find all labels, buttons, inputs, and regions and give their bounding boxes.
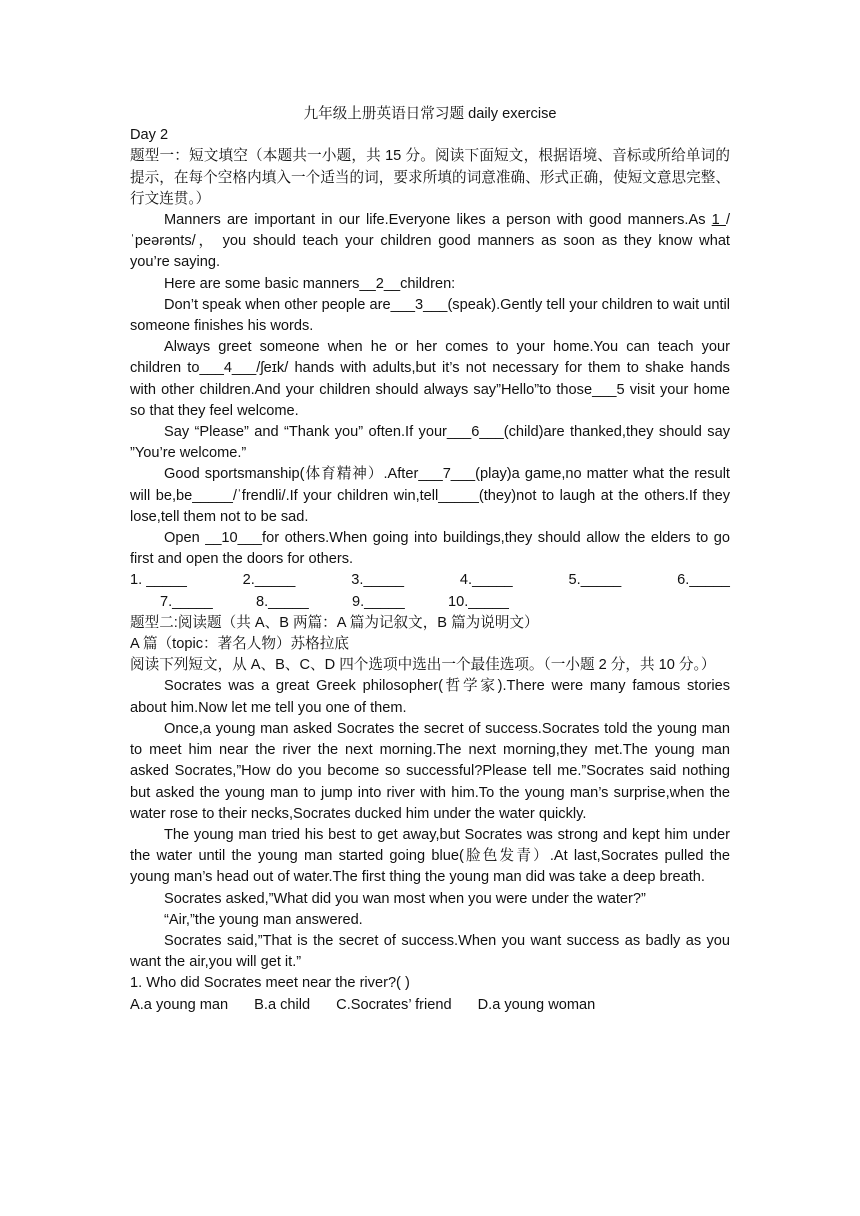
answer-blank[interactable]: 6._____: [677, 572, 730, 589]
text: Here are some basic manners: [164, 275, 360, 292]
option-b[interactable]: B.a child: [254, 996, 311, 1013]
text: visit your home so that they feel welcome.: [130, 381, 730, 419]
section2-subheading: A 篇（topic：著名人物）苏格拉底: [130, 636, 349, 653]
day-label: Day 2: [130, 127, 169, 144]
text: (play)a game,no matter what the result will be,be_____/ˈfrendli/.If your children win,tell_____(they)not to laugh at the others.If they lose,tell them not to be sad.: [130, 466, 730, 525]
answer-row-1: [130, 570, 730, 591]
paragraph-6: [130, 464, 730, 528]
text: Always greet someone when he or her comes to your home.You can teach your children to: [130, 339, 730, 377]
reading-paragraph: Once,a young man asked Socrates the secret of success.Socrates told the young man to meet him near the river the next morning.The next morning,they met.The young man asked Socrates,”How do you become so successful?Please tell me.”Socrates said nothing but asked the young man to jump into river with him.To the young man’s surprise,when the water rose to their necks,Socrates ducked him under the water quickly.: [130, 720, 730, 822]
reading-paragraph: Socrates asked,”What did you wan most when you were under the water?”: [164, 890, 646, 907]
paragraph-4: [130, 337, 730, 422]
answer-blank[interactable]: 8._____: [256, 593, 309, 610]
reading-paragraph: Socrates was a great Greek philosopher(哲学家).There were many famous stories about him.Now let me tell you one of them.: [130, 678, 730, 716]
text: children:: [400, 275, 456, 292]
answer-row-2: [130, 592, 730, 613]
blank-10: __10___: [205, 530, 263, 547]
answer-blank[interactable]: 2._____: [242, 572, 296, 589]
question-1: 1. Who did Socrates meet near the river?( ): [130, 975, 410, 992]
text: /ˈpeərənts/， you should teach your children good manners as soon as they know what you’re saying.: [130, 212, 731, 271]
question-1-options: [130, 995, 730, 1016]
text: for others.When going into buildings,they should allow the elders to go first and open the doors for others.: [130, 530, 730, 568]
option-d[interactable]: D.a young woman: [477, 996, 596, 1013]
text: Good sportsmanship(体育精神）.After: [164, 466, 419, 483]
answer-blank[interactable]: 4._____: [459, 572, 513, 589]
blank-4: ___4___: [199, 360, 257, 377]
document-page: [130, 104, 730, 1016]
paragraph-7: [130, 528, 730, 570]
blank-6: ___6___: [446, 424, 504, 441]
reading-paragraph: Socrates said,”That is the secret of success.When you want success as badly as you want the air,you will get it.”: [130, 932, 730, 971]
reading-paragraph: The young man tried his best to get away,but Socrates was strong and kept him under the water until the young man started going blue(脸色发青）.At last,Socrates pulled the young man’s head out of water.The first thing the young man did was take a deep breath.: [130, 826, 730, 886]
answer-blank[interactable]: 1. _____: [130, 572, 187, 589]
text: (speak).Gently tell your children to wait until someone finishes his words.: [130, 296, 730, 335]
text: Say “Please” and “Thank you” often.If your: [164, 424, 447, 441]
section2-heading: 题型二:阅读题（共 A、B 两篇：A 篇为记叙文，B 篇为说明文）: [130, 614, 539, 631]
blank-1: 1: [711, 212, 726, 229]
blank-3: ___3___: [390, 296, 448, 313]
answer-blank[interactable]: 5._____: [568, 572, 622, 589]
reading-paragraph: “Air,”the young man answered.: [164, 911, 363, 928]
blank-7: ___7___: [418, 466, 476, 483]
answer-blank[interactable]: 7._____: [160, 593, 213, 610]
text: Don’t speak when other people are: [164, 296, 391, 313]
answer-blank[interactable]: 3._____: [351, 572, 405, 589]
option-c[interactable]: C.Socrates’ friend: [336, 996, 452, 1013]
paragraph-3: [130, 295, 730, 337]
option-a[interactable]: A.a young man: [130, 996, 229, 1013]
text: (child)are thanked,they should say ”You’re welcome.”: [130, 424, 730, 462]
text: /ʃeɪk/ hands with adults,but it’s not necessary for them to shake hands with other children.And your children should always say”Hello”to those: [130, 360, 730, 398]
section2-instruction: 阅读下列短文，从 A、B、C、D 四个选项中选出一个最佳选项。（一小题 2 分，共 10 分。）: [130, 657, 716, 674]
page-title: 九年级上册英语日常习题 daily exercise: [303, 106, 557, 122]
answer-blank[interactable]: 9._____: [352, 593, 405, 610]
paragraph-1: [130, 210, 730, 274]
text: Open: [164, 530, 206, 547]
blank-2: __2__: [359, 275, 401, 292]
text: Manners are important in our life.Everyone likes a person with good manners.As: [164, 212, 712, 229]
answer-blank[interactable]: 10._____: [448, 593, 509, 610]
section1-heading: 题型一：短文填空（本题共一小题，共 15 分。阅读下面短文，根据语境、音标或所给单词的提示，在每个空格内填入一个适当的词，要求所填的词意准确、形式正确，使短文意思完整、行文连贯。）: [130, 148, 730, 207]
paragraph-2: [130, 274, 730, 295]
blank-5: ___5: [592, 381, 625, 398]
paragraph-5: [130, 422, 730, 464]
